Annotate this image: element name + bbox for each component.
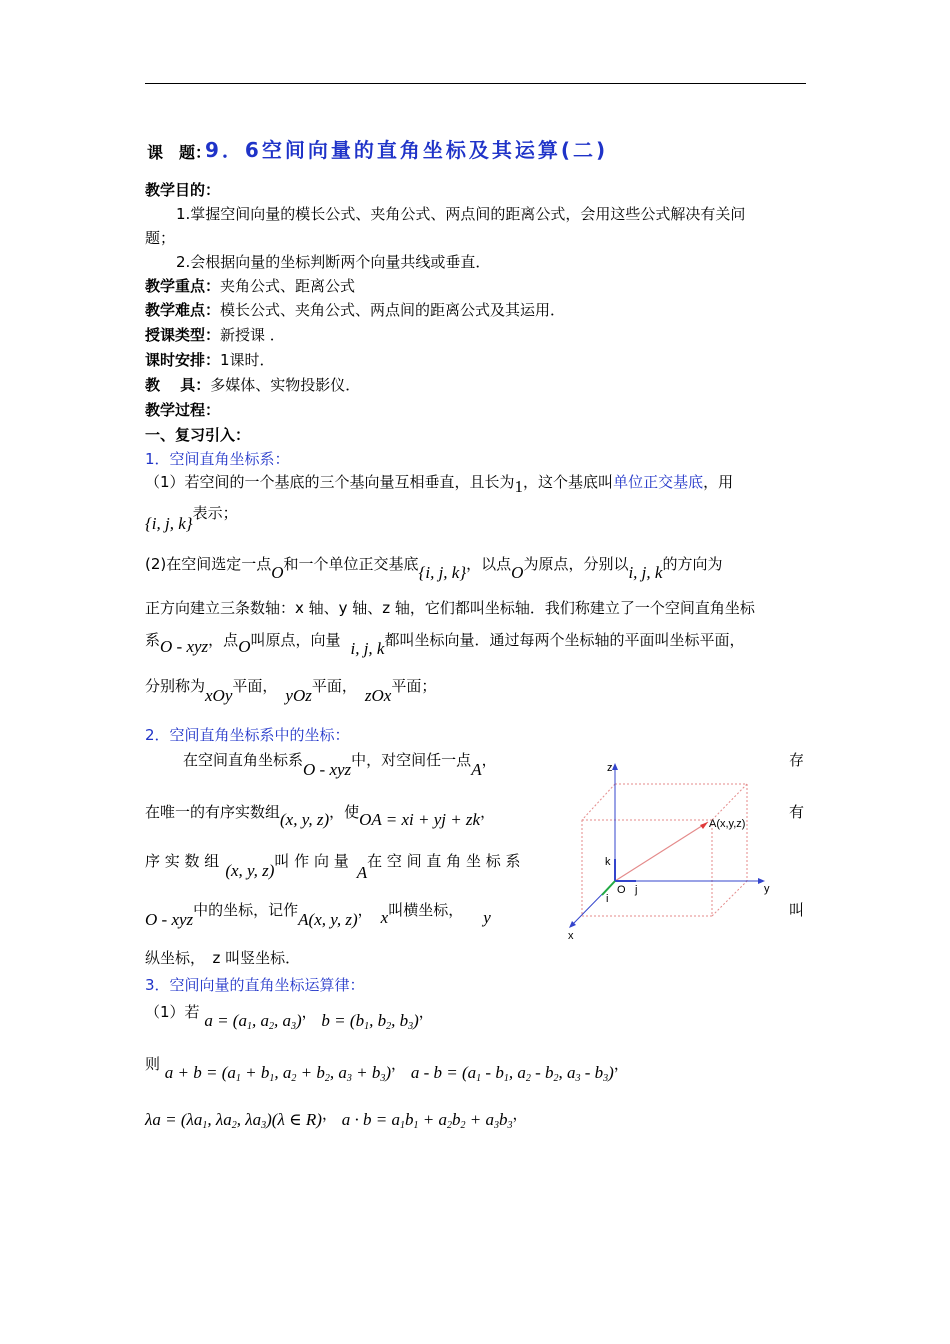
j-label: j bbox=[635, 884, 638, 896]
point-A-label: A(x,y,z) bbox=[709, 818, 746, 830]
goal-1-line-2: 题； bbox=[145, 229, 176, 247]
s1-para5: 分别称为xOy平面， yOz平面， zOx平面； bbox=[145, 677, 437, 705]
s2-line2-end: 有 bbox=[789, 803, 805, 821]
s1-para4: 系O - xyz，点O叫原点，向量 i, j, k都叫坐标向量．通过每两个坐标轴的平面叫坐标平面， bbox=[145, 631, 745, 658]
k-label: k bbox=[605, 856, 611, 868]
unit-vector-i bbox=[602, 881, 615, 895]
origin-label: O bbox=[617, 884, 626, 896]
s2-line4-end: 叫 bbox=[789, 901, 805, 919]
time-arrangement: 课时安排：1课时． bbox=[145, 351, 275, 369]
lesson-type: 授课类型：新授课 ． bbox=[145, 326, 285, 344]
s1-para3: 正方向建立三条数轴：x 轴、y 轴、z 轴，它们都叫坐标轴．我们称建立了一个空间直角坐标 bbox=[145, 599, 755, 617]
teaching-tools: 教 具：多媒体、实物投影仪． bbox=[145, 376, 361, 394]
s2-line4: O - xyz中的坐标，记作A(x, y, z)， x叫横坐标， y bbox=[145, 901, 491, 929]
goal-2: 2.会根据向量的坐标判断两个向量共线或垂直． bbox=[176, 253, 491, 271]
s1-para1-cont: {i, j, k}表示； bbox=[145, 504, 238, 533]
coordinate-system-figure bbox=[560, 755, 780, 945]
section-1-heading: 一、复习引入： bbox=[145, 426, 251, 444]
s3-line2: 则 $a + b = (a_1 + b_1$, $a_2 + b_2$, $a_3 + b_3$)， $a - b = (a_1 - b_1$, $a_2 - b_2$, $a_3 - b_3$)， bbox=[145, 1055, 629, 1084]
page-title: 9．6空间向量的直角坐标及其运算(二) bbox=[205, 138, 609, 162]
s3-line1: （1）若 $a = (a_1$, $a_2$, $a_3$)， $b = (b_1$, $b_2$, $b_3$)， bbox=[145, 1003, 434, 1032]
top-rule bbox=[145, 83, 806, 84]
s2-line2: 在唯一的有序实数组(x, y, z)，使OA = xi + yj + zk， bbox=[145, 803, 496, 829]
difficulties: 教学难点：模长公式、夹角公式、两点间的距离公式及其运用． bbox=[145, 301, 566, 319]
i-label: i bbox=[606, 893, 609, 905]
s2-line3: 序 实 数 组 (x, y, z)叫 作 向 量A在 空 间 直 角 坐 标 系 bbox=[145, 852, 521, 882]
s3-line3: $\lambda a = (\lambda a_1$, $\lambda a_2$, $\lambda a_3)(\lambda$ ∈ R)， $a \cdot b = a_1b_1 + a_2b_2 + a_3b_3$， bbox=[145, 1105, 528, 1131]
title-label: 课 题： bbox=[147, 143, 212, 162]
goal-1-line-1: 1.掌握空间向量的模长公式、夹角公式、两点间的距离公式，会用这些公式解决有关问 bbox=[176, 205, 746, 223]
vector-OA bbox=[615, 822, 708, 881]
z-label: z bbox=[607, 762, 613, 774]
s3-heading: 3．空间向量的直角坐标运算律： bbox=[145, 976, 365, 994]
x-label: x bbox=[568, 930, 574, 942]
s2-heading: 2．空间直角坐标系中的坐标： bbox=[145, 726, 350, 744]
goals-heading: 教学目的： bbox=[145, 181, 221, 199]
s2-line5: 纵坐标， z 叫竖坐标． bbox=[145, 949, 301, 967]
s1-heading: 1．空间直角坐标系： bbox=[145, 450, 290, 468]
s2-line1-end: 存 bbox=[789, 751, 805, 769]
s1-para2: (2)在空间选定一点O和一个单位正交基底{i, j, k}，以点O为原点，分别以i, j, k的方向为 bbox=[145, 555, 723, 582]
z-axis-arrowhead bbox=[612, 763, 618, 770]
key-points: 教学重点：夹角公式、距离公式 bbox=[145, 277, 356, 295]
process-heading: 教学过程： bbox=[145, 401, 221, 419]
s2-line1: 在空间直角坐标系O - xyz中，对空间任一点A， bbox=[183, 751, 497, 779]
s1-para1: （1）若空间的一个基底的三个基向量互相垂直，且长为1，这个基底叫单位正交基底，用 bbox=[145, 473, 734, 496]
vector-OA-arrowhead bbox=[700, 822, 708, 829]
y-label: y bbox=[764, 883, 770, 895]
